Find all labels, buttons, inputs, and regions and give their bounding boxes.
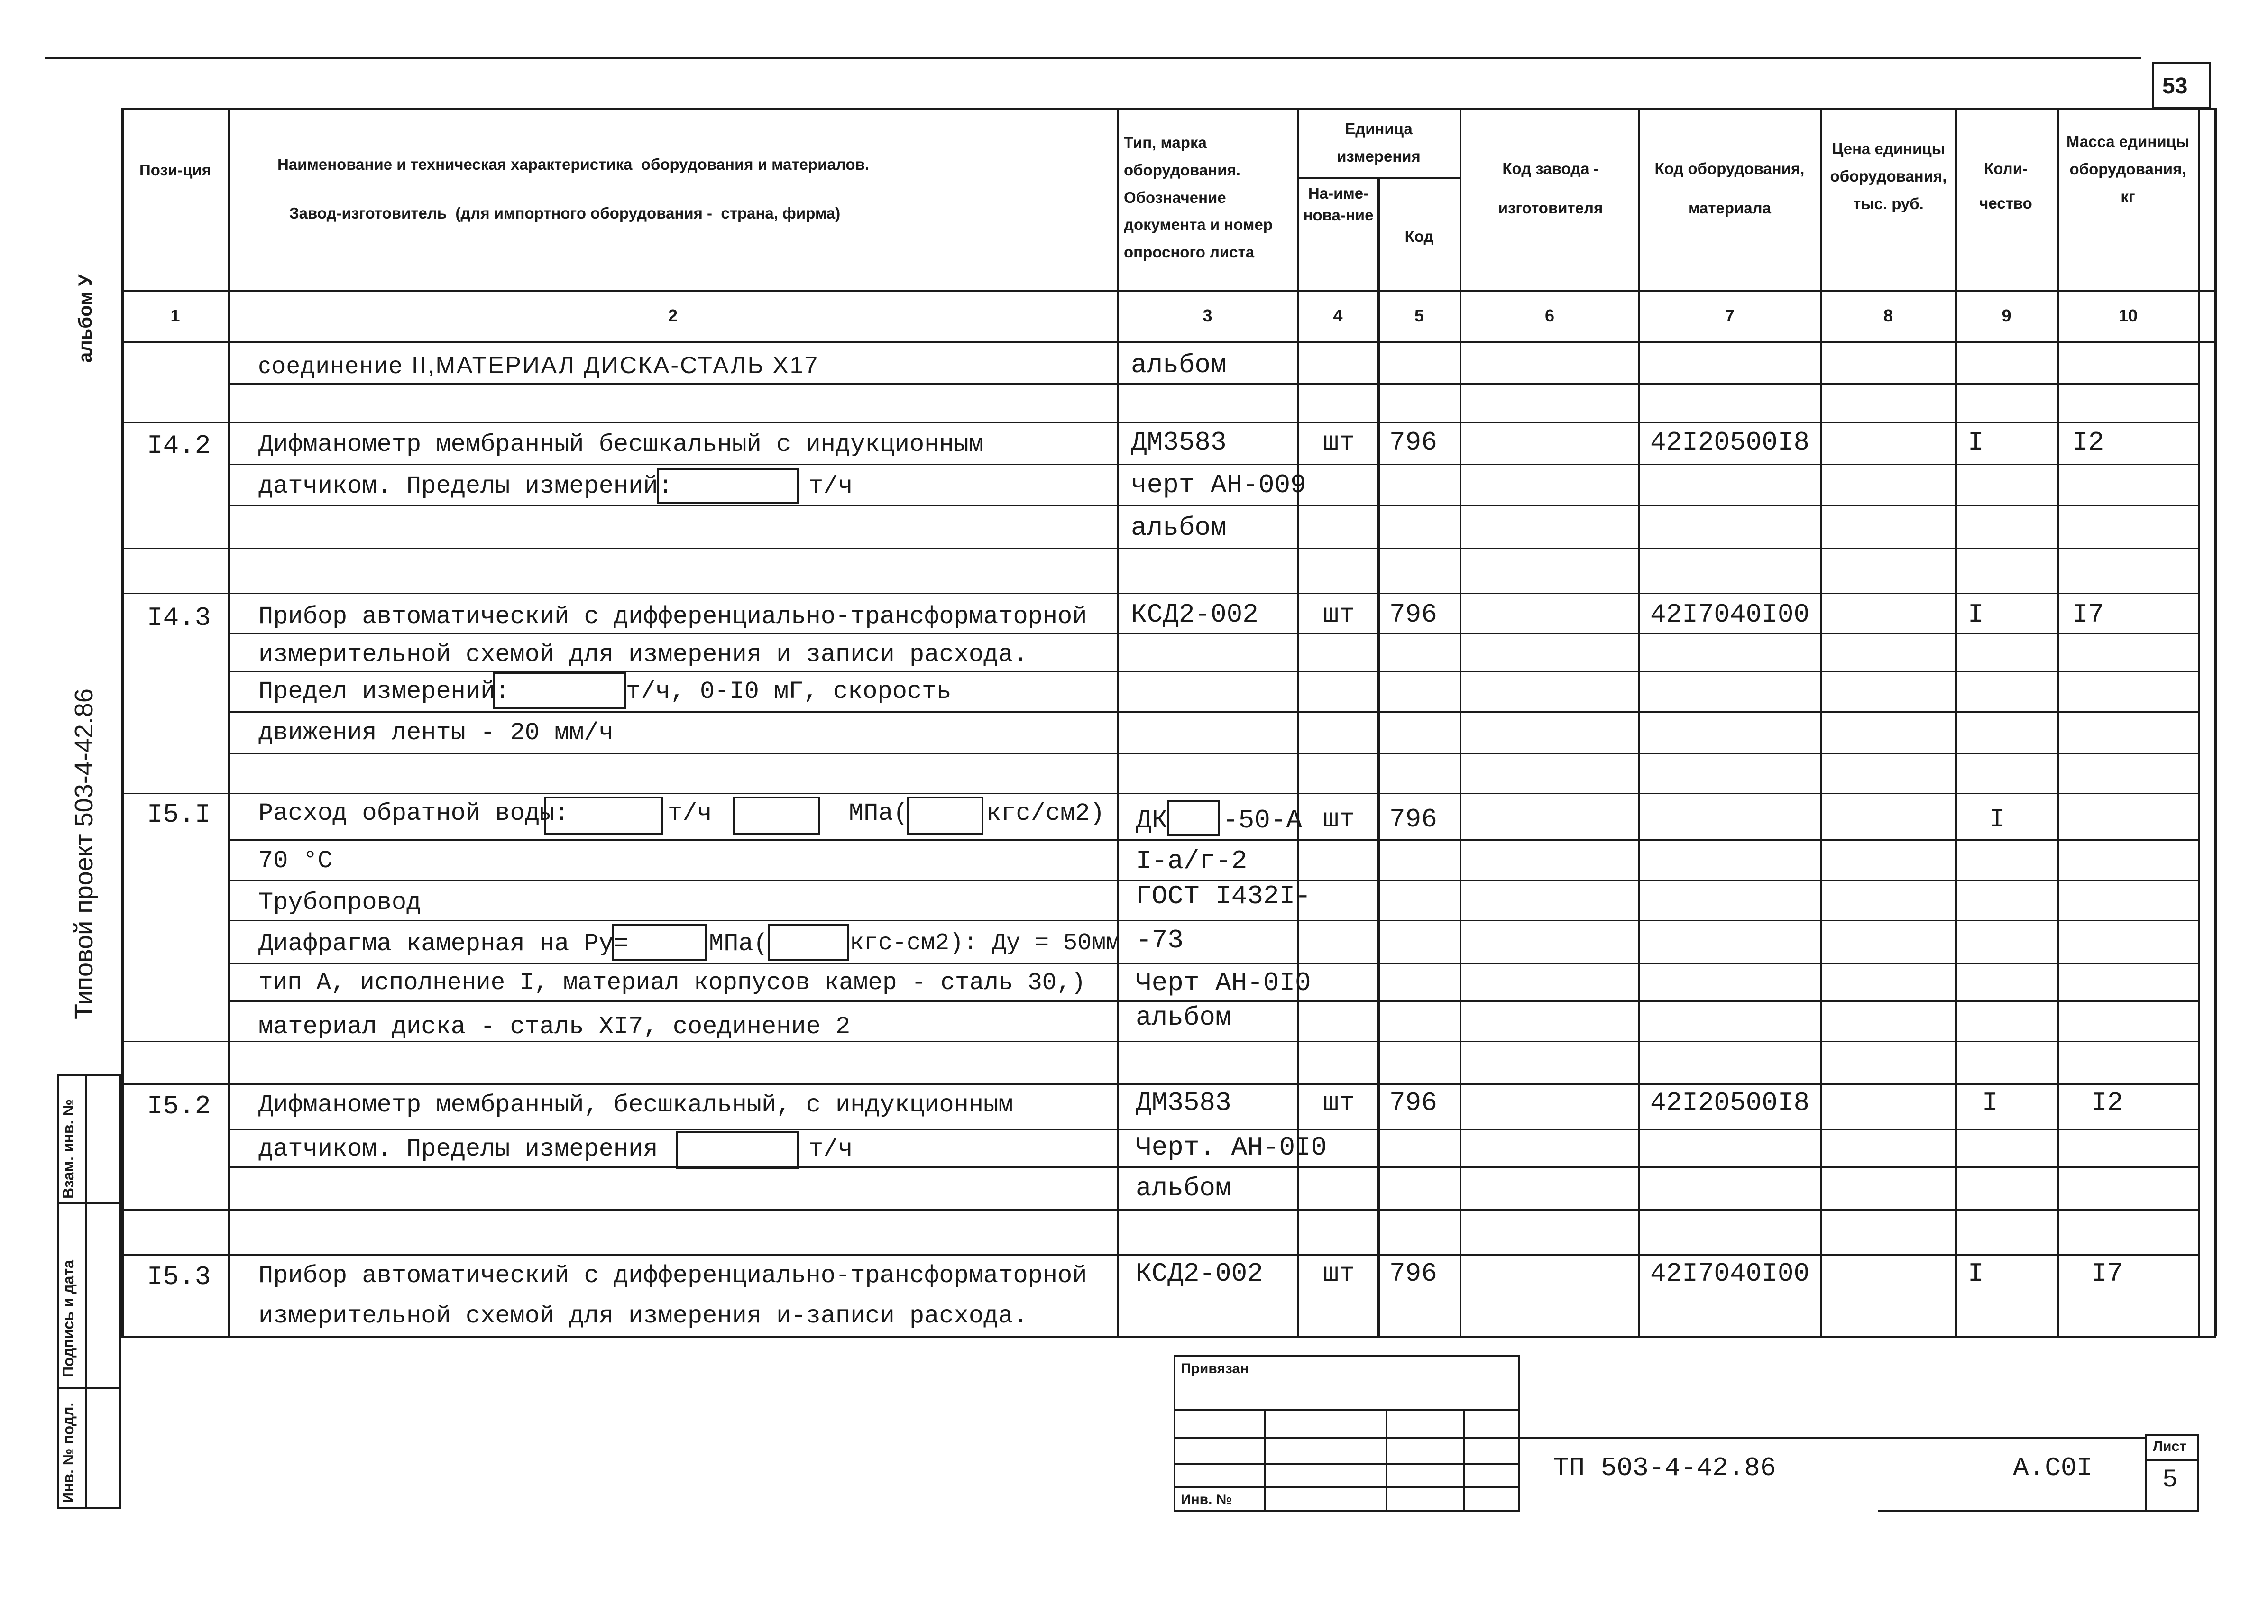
row-unit: шт: [1323, 427, 1355, 458]
row-type: I-а/г-2: [1136, 846, 1248, 876]
side-stamp-vline: [85, 1074, 87, 1509]
side-stamp-divider: [57, 1202, 121, 1204]
header-name-line1: Наименование и техническая характеристика оборудования и материалов.: [277, 156, 869, 173]
row-type: ДМ3583: [1136, 1088, 1231, 1118]
row-name: Дифманометр мембранный, бесшкальный, с индукционным: [258, 1091, 1013, 1119]
row-name: Дифманометр мембранный бесшкальный с индукционным: [258, 431, 984, 459]
row-quantity: I: [1982, 1088, 1998, 1118]
blank-value-box: [676, 1131, 799, 1169]
column-number: 2: [668, 306, 678, 325]
row-type: -73: [1136, 925, 1184, 955]
table-bottom-line: [121, 1336, 2216, 1338]
row-line: [228, 383, 2198, 385]
stamp-line: [1174, 1463, 1520, 1465]
row-position: I5.2: [147, 1091, 211, 1121]
row-unit: шт: [1323, 599, 1355, 630]
table-left-line: [121, 108, 124, 1336]
row-type: ДМ3583: [1131, 427, 1227, 458]
top-border-line: [45, 57, 2141, 59]
row-quantity: I: [1968, 427, 1984, 458]
header-equipment-code: Код оборудования, материала: [1654, 160, 1805, 217]
row-name: Предел измерений:: [258, 678, 510, 706]
col-line: [1820, 108, 1822, 1336]
row-equipment-code: 42I20500I8: [1650, 427, 1810, 458]
row-type: -50-А: [1222, 805, 1303, 835]
header-bottom-line: [121, 290, 2216, 292]
header-mass: Масса единицы оборудования, кг: [2066, 133, 2190, 205]
row-name: датчиком. Пределы измерения: [258, 1135, 658, 1163]
header-plant-code: Код завода - изготовителя: [1498, 160, 1603, 217]
row-line: [228, 963, 2198, 964]
row-unit: шт: [1323, 804, 1355, 835]
col-line: [1117, 108, 1119, 1336]
row-equipment-code: 42I7040I00: [1650, 1258, 1810, 1289]
column-number: 9: [2002, 306, 2011, 325]
row-name: измерительной схемой для измерения и-записи расхода.: [258, 1302, 1028, 1330]
row-type: альбом: [1131, 350, 1227, 380]
blank-value-box: [657, 468, 799, 504]
row-unit: шт: [1323, 1258, 1355, 1289]
row-unit-code: 796: [1389, 1258, 1437, 1289]
row-name: Прибор автоматический с дифференциально-трансформаторной: [258, 1262, 1087, 1290]
row-type: Черт АН-0I0: [1136, 968, 1311, 998]
row-name: измерительной схемой для измерения и записи расхода.: [258, 641, 1028, 669]
side-project-label: Типовой проект 503-4-42.86: [70, 688, 98, 1019]
column-number: 10: [2118, 306, 2138, 325]
blank-value-box: [493, 672, 626, 709]
blank-value-box: [733, 797, 820, 835]
stamp-vline: [1386, 1409, 1387, 1512]
row-equipment-code: 42I20500I8: [1650, 1088, 1810, 1118]
header-unit-name: На-име-нова-ние: [1303, 184, 1374, 224]
row-unit-code: 796: [1389, 1088, 1437, 1118]
row-line: [121, 1083, 2198, 1085]
column-number: 8: [1883, 306, 1893, 325]
table-right-inner-line: [2198, 108, 2200, 1336]
row-name-unit: МПа(: [849, 799, 908, 827]
side-stamp-inv-vzam: Взам. инв. №: [60, 1099, 77, 1199]
column-number: 7: [1725, 306, 1735, 325]
column-number: 6: [1544, 306, 1555, 325]
row-type: КСД2-002: [1136, 1258, 1263, 1289]
row-unit: шт: [1323, 1088, 1355, 1118]
row-mass: I7: [2072, 599, 2104, 630]
blank-value-box: [1167, 800, 1220, 836]
table-top-line: [121, 108, 2216, 110]
row-name-unit: кгс-см2): Ду = 50мм: [850, 930, 1120, 957]
row-type: альбом: [1136, 1173, 1231, 1203]
row-line: [228, 505, 2198, 506]
row-unit-code: 796: [1389, 804, 1437, 835]
header-price: Цена единицы оборудования, тыс. руб.: [1830, 140, 1947, 212]
document-code: ТП 503-4-42.86: [1553, 1453, 1776, 1483]
row-name-unit: т/ч, 0-I0 мГ, скорость: [626, 678, 952, 706]
stamp-line: [1174, 1437, 1520, 1439]
row-quantity: I: [1968, 599, 1984, 630]
row-name: Трубопровод: [258, 889, 422, 917]
title-block-top-line: [1520, 1437, 2145, 1439]
row-line: [121, 593, 2198, 594]
col-line: [1377, 177, 1380, 1336]
row-type: ДК: [1136, 805, 1168, 835]
row-line: [228, 920, 2198, 921]
sheet-label: Лист: [2153, 1439, 2186, 1454]
row-name-unit: т/ч: [808, 1135, 853, 1163]
header-quantity: Коли-чество: [1979, 160, 2032, 212]
stamp-inv-no: Инв. №: [1181, 1492, 1232, 1507]
blank-value-box: [544, 797, 663, 835]
column-number: 4: [1333, 306, 1343, 325]
row-name: 70 °С: [258, 847, 333, 875]
col-line: [1638, 108, 1640, 1336]
row-line: [228, 633, 2198, 634]
row-name-unit: кгс/см2): [986, 799, 1105, 827]
row-position: I4.2: [147, 431, 211, 461]
stamp-line: [1174, 1409, 1520, 1411]
side-album-label: альбом У: [75, 274, 96, 363]
blank-value-box: [768, 924, 849, 961]
row-name: Расход обратной воды:: [258, 799, 569, 827]
row-line: [228, 464, 2198, 465]
stamp-vline: [1463, 1409, 1465, 1512]
row-mass: I2: [2072, 427, 2104, 458]
column-number: 3: [1203, 306, 1212, 325]
row-line: [121, 1041, 2198, 1042]
row-position: I5.3: [147, 1262, 211, 1292]
row-quantity: I: [1989, 804, 2005, 835]
row-name: движения ленты - 20 мм/ч: [258, 719, 614, 747]
row-line: [121, 1254, 2198, 1256]
row-type: ГОСТ I432I-: [1136, 881, 1311, 911]
row-name: соединение II,МАТЕРИАЛ ДИСКА-СТАЛЬ Х17: [258, 352, 819, 378]
stamp-privyazan: Привязан: [1181, 1361, 1249, 1376]
header-name-line2: Завод-изготовитель (для импортного оборудования - страна, фирма): [289, 204, 841, 222]
row-type: альбом: [1136, 1002, 1231, 1033]
row-line: [228, 1000, 2198, 1002]
row-name: Прибор автоматический с дифференциально-трансформаторной: [258, 603, 1087, 631]
stamp-vline: [1264, 1409, 1266, 1512]
side-stamp-inv-podl: Инв. № подл.: [60, 1402, 77, 1503]
column-number: 1: [170, 306, 180, 325]
column-number: 5: [1414, 306, 1424, 325]
stamp-line: [1174, 1486, 1520, 1488]
row-line: [228, 753, 2198, 754]
row-name: датчиком. Пределы измерений:: [258, 472, 673, 500]
row-line: [121, 548, 2198, 549]
blank-value-box: [612, 924, 707, 961]
row-mass: I7: [2091, 1258, 2123, 1289]
col-line: [1460, 108, 1461, 1336]
row-position: I4.3: [147, 603, 211, 633]
row-line: [228, 1166, 2198, 1168]
row-name: материал диска - сталь ХI7, соединение 2: [258, 1013, 851, 1041]
title-block-bottom-line: [1878, 1510, 2145, 1512]
row-line: [121, 793, 2198, 794]
blank-value-box: [907, 797, 983, 835]
side-stamp-sign-date: Подпись и дата: [60, 1260, 77, 1377]
row-type: КСД2-002: [1131, 599, 1258, 630]
row-line: [228, 711, 2198, 713]
row-name: Диафрагма камерная на Ру=: [258, 930, 629, 958]
sheet-number: 5: [2162, 1466, 2178, 1495]
row-type: черт АН-009: [1131, 470, 1306, 500]
row-name-unit: т/ч: [668, 799, 712, 827]
row-type: Черт. АН-0I0: [1136, 1132, 1327, 1163]
row-name-unit: т/ч: [808, 472, 853, 500]
row-unit-code: 796: [1389, 427, 1437, 458]
row-type: альбом: [1131, 513, 1227, 543]
sheet-box-divider: [2145, 1459, 2199, 1461]
col-line: [2057, 108, 2059, 1336]
table-right-line: [2214, 108, 2217, 1336]
colnum-bottom-line: [121, 341, 2216, 343]
header-unit-code: Код: [1405, 228, 1434, 245]
row-name-unit: МПа(: [709, 930, 768, 958]
row-position: I5.I: [147, 799, 211, 830]
row-quantity: I: [1968, 1258, 1984, 1289]
row-name: тип А, исполнение I, материал корпусов камер - сталь 30,): [258, 970, 1086, 997]
row-unit-code: 796: [1389, 599, 1437, 630]
row-line: [121, 422, 2198, 423]
row-line: [228, 839, 2198, 841]
header-unit: Единица измерения: [1337, 120, 1421, 165]
row-line: [121, 1209, 2198, 1211]
sheet-number-top: 53: [2162, 73, 2188, 99]
col-line: [228, 108, 230, 1336]
header-type: Тип, марка оборудования. Обозначение документа и номер опросного листа: [1124, 134, 1273, 261]
row-mass: I2: [2091, 1088, 2123, 1118]
header-position: Пози-ция: [139, 161, 211, 179]
row-equipment-code: 42I7040I00: [1650, 599, 1810, 630]
album-code: А.С0I: [2013, 1453, 2093, 1483]
col-line: [1955, 108, 1957, 1336]
side-stamp-divider: [57, 1387, 121, 1389]
row-line: [228, 1129, 2198, 1130]
